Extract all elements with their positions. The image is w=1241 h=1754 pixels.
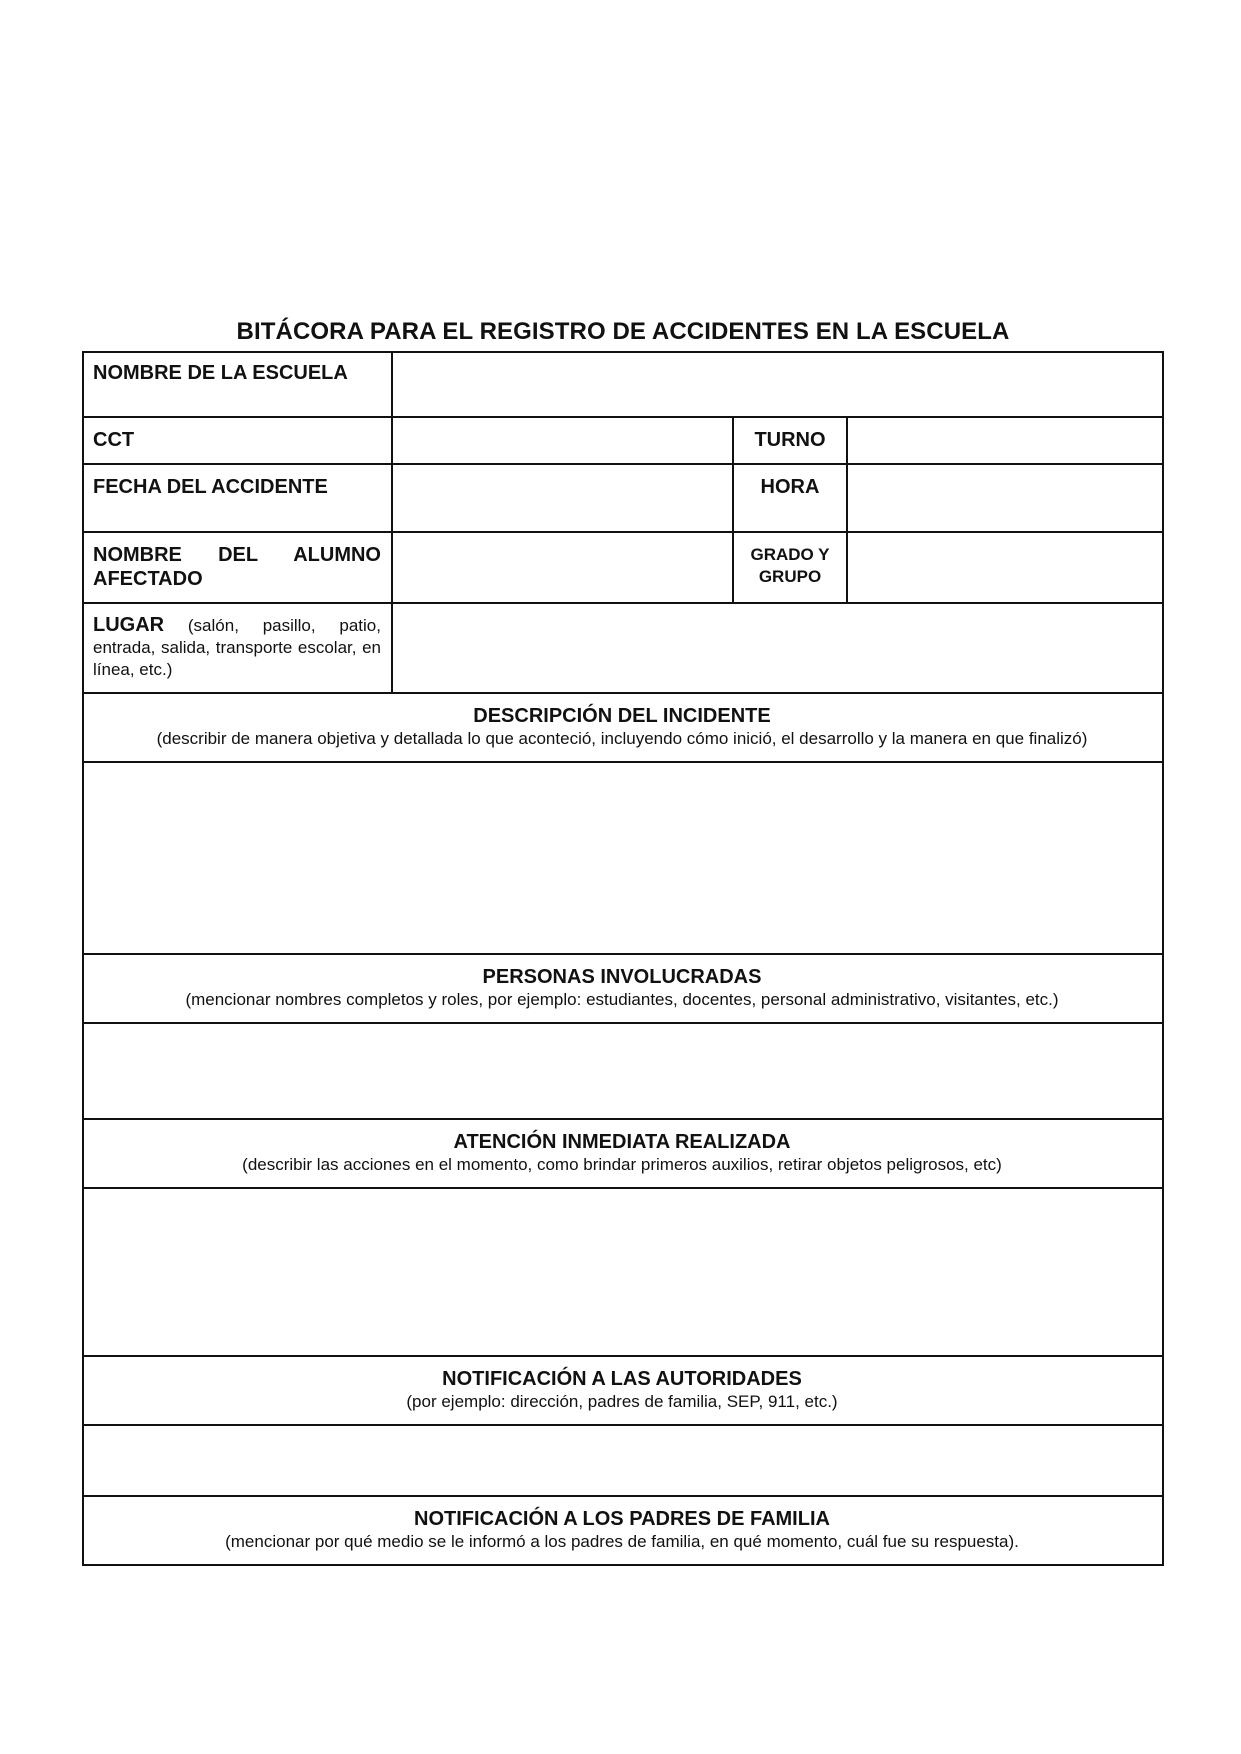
grade-group-field[interactable]	[848, 533, 1164, 604]
incident-description-header	[82, 694, 1164, 763]
accident-date-field[interactable]	[393, 465, 734, 533]
people-involved-header	[82, 955, 1164, 1024]
authorities-notice-title: NOTIFICACIÓN A LAS AUTORIDADES	[442, 1368, 802, 1390]
place-label	[82, 604, 393, 694]
parents-notice-subtitle: (mencionar por qué medio se le informó a los padres de familia, en qué momento, cuál fue su respuesta).	[225, 1532, 1019, 1551]
incident-description-field[interactable]	[82, 763, 1164, 955]
time-label: HORA	[734, 465, 848, 533]
people-involved-subtitle: (mencionar nombres completos y roles, por ejemplo: estudiantes, docentes, personal administrativo, visitantes, etc.)	[185, 990, 1059, 1009]
school-name-label: NOMBRE DE LA ESCUELA	[82, 351, 393, 418]
authorities-notice-subtitle: (por ejemplo: dirección, padres de familia, SEP, 911, etc.)	[406, 1392, 838, 1411]
people-involved-title: PERSONAS INVOLUCRADAS	[482, 966, 762, 988]
cct-field[interactable]	[393, 418, 734, 465]
student-name-label: NOMBRE DEL ALUMNO AFECTADO	[82, 533, 393, 604]
place-label-hint: (salón, pasillo, patio, entrada, salida, transporte escolar, en línea, etc.)	[93, 616, 381, 679]
incident-description-title: DESCRIPCIÓN DEL INCIDENTE	[473, 705, 771, 727]
people-involved-field[interactable]	[82, 1024, 1164, 1120]
immediate-care-subtitle: (describir las acciones en el momento, como brindar primeros auxilios, retirar objetos peligrosos, etc)	[242, 1155, 1002, 1174]
student-name-field[interactable]	[393, 533, 734, 604]
cct-label: CCT	[82, 418, 393, 465]
immediate-care-header	[82, 1120, 1164, 1189]
parents-notice-title: NOTIFICACIÓN A LOS PADRES DE FAMILIA	[414, 1508, 830, 1530]
grade-group-label: GRADO Y GRUPO	[734, 533, 848, 604]
shift-label: TURNO	[734, 418, 848, 465]
accident-log-form	[82, 351, 1164, 1566]
immediate-care-field[interactable]	[82, 1189, 1164, 1357]
authorities-notice-header	[82, 1357, 1164, 1426]
immediate-care-title: ATENCIÓN INMEDIATA REALIZADA	[453, 1131, 791, 1153]
incident-description-subtitle: (describir de manera objetiva y detallada lo que aconteció, incluyendo cómo inició, el desarrollo y la manera en que finalizó)	[156, 729, 1088, 748]
place-field[interactable]	[393, 604, 1164, 694]
school-name-field[interactable]	[393, 351, 1164, 418]
place-label-title: LUGAR	[93, 614, 165, 636]
shift-field[interactable]	[848, 418, 1164, 465]
authorities-notice-field[interactable]	[82, 1426, 1164, 1497]
parents-notice-header	[82, 1497, 1164, 1566]
time-field[interactable]	[848, 465, 1164, 533]
form-title: BITÁCORA PARA EL REGISTRO DE ACCIDENTES EN LA ESCUELA	[236, 318, 1010, 345]
accident-date-label: FECHA DEL ACCIDENTE	[82, 465, 393, 533]
